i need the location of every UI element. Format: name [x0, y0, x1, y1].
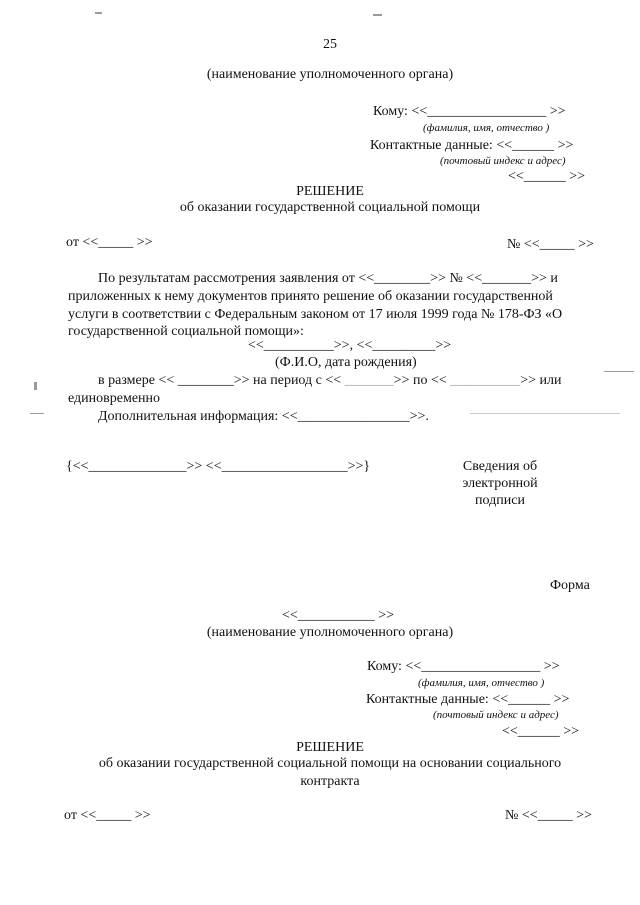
- paragraph-line: приложенных к нему документов принято решение об оказании государственной: [68, 289, 553, 304]
- amount-period-line: [98, 373, 562, 389]
- paragraph-line: государственной социальной помощи»:: [68, 324, 304, 339]
- contact-hint: (почтовый индекс и адрес): [440, 155, 566, 167]
- form-label: Форма: [550, 578, 590, 593]
- authority-name-caption: (наименование уполномоченного органа): [206, 625, 454, 640]
- date-field: от <<_____ >>: [66, 235, 153, 250]
- recipient-field: Кому: <<_________________ >>: [373, 104, 566, 119]
- contact-hint: (почтовый индекс и адрес): [433, 709, 559, 721]
- decision-title: РЕШЕНИЕ: [296, 184, 364, 199]
- scan-mark: [604, 371, 634, 372]
- paragraph-line: услуги в соответствии с Федеральным законом от 17 июля 1999 года № 178-ФЗ «О: [68, 307, 563, 322]
- paragraph-line: По результатам рассмотрения заявления от <<________>> № <<_______>> и: [98, 271, 558, 286]
- e-signature-info-line: электронной: [462, 476, 538, 491]
- scan-mark: [95, 12, 102, 14]
- number-field: № <<_____ >>: [507, 237, 594, 252]
- contact-extra-field: <<______ >>: [502, 724, 580, 739]
- scan-mark: [30, 413, 44, 414]
- recipient-hint: (фамилия, имя, отчество ): [418, 677, 545, 689]
- name-birth-fields: <<__________>>, <<_________>>: [248, 338, 452, 353]
- additional-info-field: Дополнительная информация: <<________________>>.: [98, 409, 429, 424]
- contact-field: Контактные данные: <<______ >>: [366, 692, 570, 707]
- scan-mark: [34, 382, 37, 390]
- period-from-blank: _______: [344, 373, 394, 388]
- recipient-field: Кому: <<_________________ >>: [367, 659, 560, 674]
- decision-title: РЕШЕНИЕ: [296, 740, 364, 755]
- recipient-hint: (фамилия, имя, отчество ): [423, 122, 550, 134]
- scan-mark: [470, 413, 620, 414]
- page-number: 25: [323, 37, 337, 52]
- scan-mark: [373, 14, 382, 16]
- decision-subtitle: об оказании государственной социальной помощи: [179, 200, 481, 215]
- signature-fields: {<<______________>> <<__________________>>}: [66, 459, 371, 474]
- e-signature-info-line: Сведения об: [462, 459, 538, 474]
- authority-name-field: <<___________ >>: [282, 608, 395, 623]
- e-signature-info-line: подписи: [475, 493, 525, 508]
- decision-subtitle: контракта: [300, 774, 360, 789]
- authority-name-caption: (наименование уполномоченного органа): [206, 67, 454, 82]
- contact-field: Контактные данные: <<______ >>: [370, 138, 574, 153]
- period-to-blank: __________: [450, 373, 521, 388]
- date-field: от <<_____ >>: [64, 808, 151, 823]
- contact-extra-field: <<______ >>: [508, 169, 586, 184]
- period-to-text: >> по <<: [393, 373, 451, 388]
- decision-subtitle: об оказании государственной социальной помощи на основании социального: [98, 756, 562, 771]
- name-birth-hint: (Ф.И.О, дата рождения): [275, 355, 417, 370]
- one-time-label: единовременно: [68, 391, 161, 406]
- number-field: № <<_____ >>: [505, 808, 592, 823]
- or-text: >> или: [520, 373, 562, 388]
- amount-text: в размере << ________>> на период с <<: [98, 373, 345, 388]
